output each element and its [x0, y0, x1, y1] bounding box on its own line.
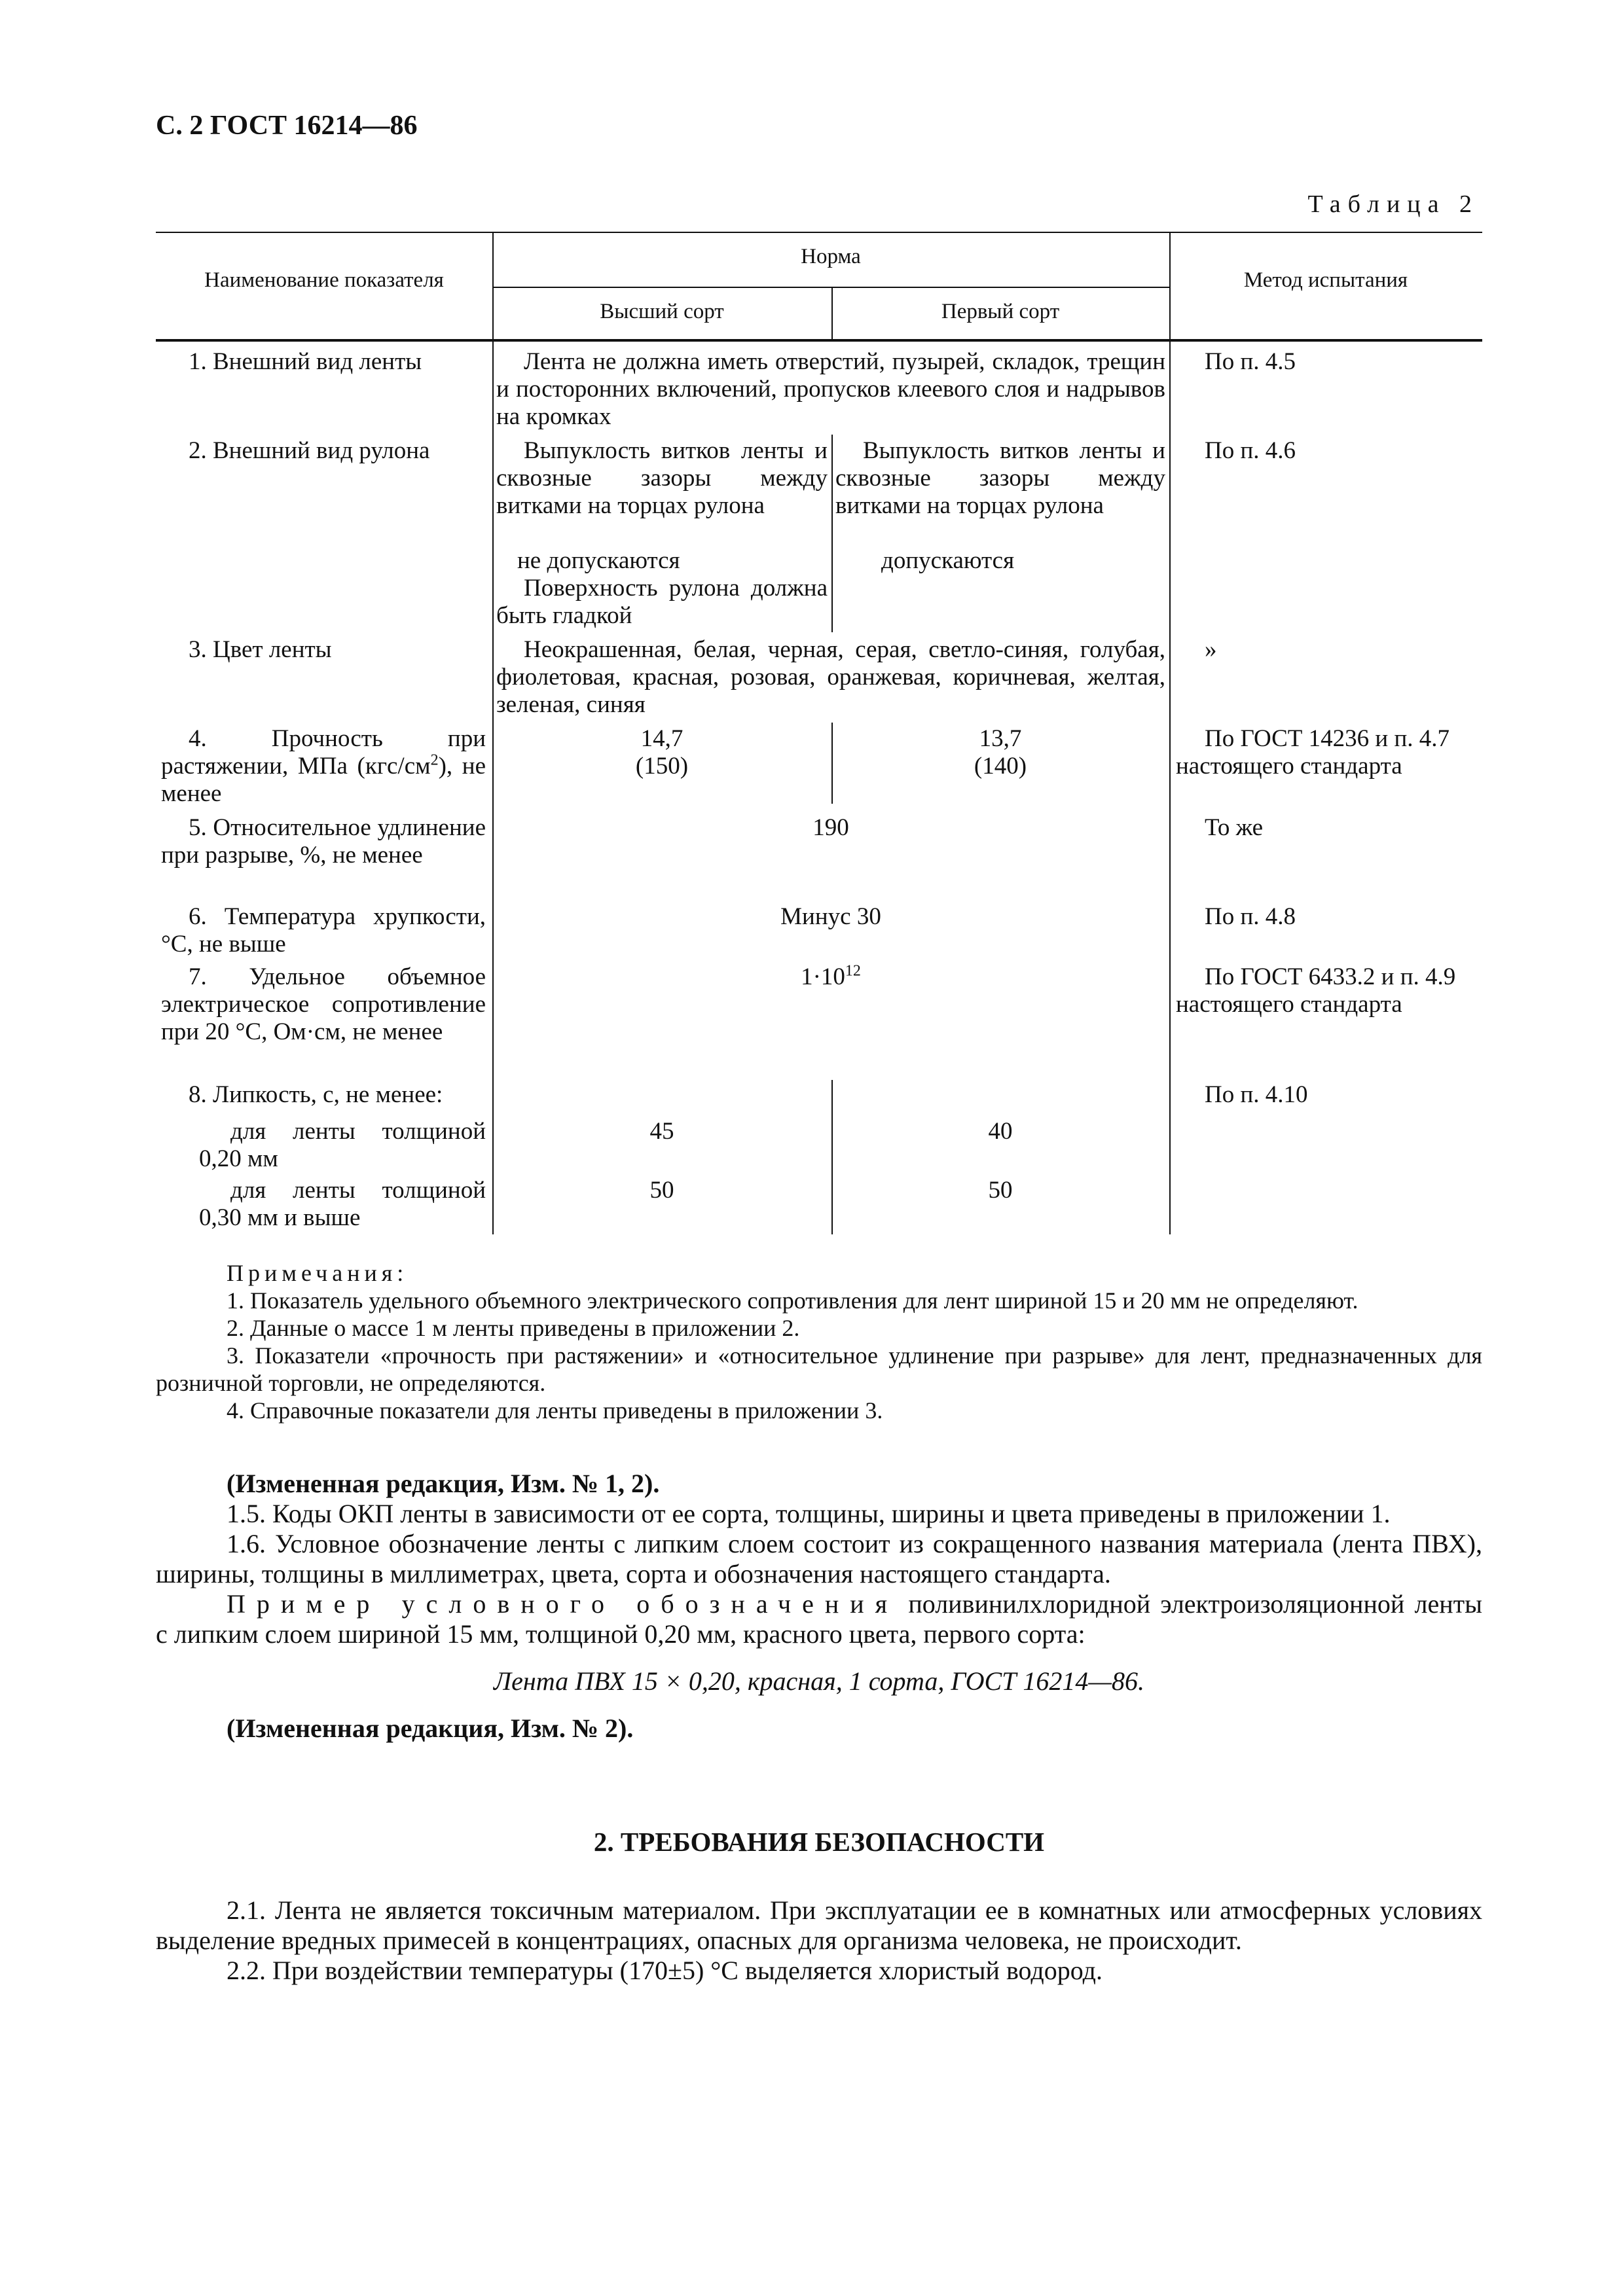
table-header-rule	[156, 339, 1482, 342]
row8-name: 8. Липкость, с, не менее:	[189, 1081, 443, 1108]
clause-2-1: 2.1. Лента не является токсичным материалом. При эксплуатации ее в комнатных или атмосферных условиях выделение вредных примесей в концентрациях, опасных для организма человека, не происходит.	[156, 1895, 1482, 1955]
example-designation: Лента ПВХ 15 × 0,20, красная, 1 сорта, ГОСТ 16214—86.	[494, 1666, 1144, 1696]
page-header: С. 2 ГОСТ 16214—86	[156, 111, 418, 141]
row4-method: По ГОСТ 14236 и п. 4.7 настоящего стандарта	[1176, 725, 1450, 780]
row2-high-verdict: не допускаются	[517, 547, 680, 574]
row3-method: »	[1205, 636, 1217, 663]
row4-high-kgf: (150)	[635, 753, 689, 780]
row3-name: 3. Цвет ленты	[189, 636, 332, 663]
clause-1-5: 1.5. Коды ОКП ленты в зависимости от ее сорта, толщины, ширины и цвета приведены в приложении 1.	[227, 1499, 1391, 1528]
row8-sub1-high: 45	[649, 1118, 674, 1145]
row7-name: 7. Удельное объемное электрическое сопротивление при 20 °С, Ом·см, не менее	[161, 963, 486, 1045]
row4-name-a: 4. Прочность при растяжении, МПа (кгс/см	[161, 725, 486, 780]
revision-note-1: (Измененная редакция, Изм. № 1, 2).	[227, 1469, 660, 1498]
note-4: 4. Справочные показатели для ленты приведены в приложении 3.	[227, 1397, 883, 1424]
row3-norm: Неокрашенная, белая, черная, серая, светло-синяя, голубая, фиолетовая, красная, розовая, оранжевая, коричневая, желтая, зеленая, синяя	[496, 636, 1165, 718]
row7-norm	[492, 963, 1169, 991]
row8-sub2-high: 50	[649, 1177, 674, 1204]
row4-high: 14,7	[640, 725, 684, 752]
clause-1-6: 1.6. Условное обозначение ленты с липким слоем состоит из сокращенного названия материала (лента ПВХ), ширины, толщины в миллиметрах, цвета, сорта и обозначения настоящего стандарта.	[156, 1529, 1482, 1588]
body-text	[156, 1469, 1482, 1744]
row4-name-sup: 2	[430, 751, 439, 769]
note-3: 3. Показатели «прочность при растяжении» и «относительное удлинение при разрыве» для лент, предназначенных для розничной торговли, не определяются.	[156, 1342, 1482, 1396]
example-label: Пример условного обозначения	[227, 1589, 899, 1619]
row2-high-extra: Поверхность рулона должна быть гладкой	[496, 575, 828, 629]
example-paragraph	[156, 1589, 1482, 1649]
header-test-method: Метод испытания	[1243, 268, 1408, 292]
table-col-divider-3	[1169, 232, 1171, 1234]
table-notes	[156, 1259, 1482, 1424]
row8-method: По п. 4.10	[1205, 1081, 1308, 1108]
note-1: 1. Показатель удельного объемного электрического сопротивления для лент шириной 15 и 20 мм не определяют.	[227, 1287, 1359, 1314]
row7-method: По ГОСТ 6433.2 и п. 4.9 настоящего стандарта	[1176, 963, 1456, 1018]
table-norm-subrule	[492, 287, 1169, 288]
row4-name-b: ), не менее	[161, 753, 486, 807]
revision-note-2: (Измененная редакция, Изм. № 2).	[227, 1713, 634, 1743]
row2-first-text: Выпуклость витков ленты и сквозные зазоры между витками на торцах рулона	[835, 437, 1165, 519]
notes-heading: Примечания:	[227, 1260, 409, 1286]
table-col-divider-2-row8	[831, 1080, 833, 1234]
row4-first: 13,7	[979, 725, 1022, 752]
row8-sub1-name: для ленты толщиной 0,20 мм	[199, 1118, 486, 1172]
row4-name	[161, 725, 486, 808]
row1-name: 1. Внешний вид ленты	[189, 348, 422, 375]
section-2-body	[156, 1895, 1482, 1986]
row6-name: 6. Температура хрупкости, °С, не выше	[161, 903, 486, 958]
header-grade-high: Высший сорт	[600, 300, 724, 323]
section-title: 2. ТРЕБОВАНИЯ БЕЗОПАСНОСТИ	[593, 1827, 1045, 1857]
row5-norm: 190	[812, 814, 849, 841]
row5-method: То же	[1205, 814, 1264, 841]
header-grade-first: Первый сорт	[941, 300, 1060, 323]
row8-sub2-first: 50	[988, 1177, 1013, 1204]
row2-method: По п. 4.6	[1205, 437, 1296, 464]
header-indicator-name: Наименование показателя	[204, 268, 444, 292]
header-norm: Норма	[801, 245, 861, 268]
row1-norm: Лента не должна иметь отверстий, пузырей, складок, трещин и посторонних включений, пропусков клеевого слоя и надрывов на кромках	[496, 348, 1165, 430]
row8-sub2-name: для ленты толщиной 0,30 мм и выше	[199, 1177, 486, 1231]
table-col-divider-2-row2	[831, 435, 833, 632]
example-text: поливинилхлоридной электроизоляционной ленты с липким слоем шириной 15 мм, толщиной 0,20 мм, красного цвета, первого сорта:	[156, 1589, 1482, 1649]
row2-high-text: Выпуклость витков ленты и сквозные зазоры между витками на торцах рулона	[496, 437, 828, 519]
row7-norm-base: 1·10	[801, 963, 845, 990]
row1-method: По п. 4.5	[1205, 348, 1296, 375]
row8-sub1-first: 40	[988, 1118, 1013, 1145]
row7-norm-sup: 12	[845, 962, 861, 980]
row4-first-kgf: (140)	[974, 753, 1027, 780]
row6-method: По п. 4.8	[1205, 903, 1296, 930]
row2-name: 2. Внешний вид рулона	[189, 437, 430, 464]
clause-2-2: 2.2. При воздействии температуры (170±5) °С выделяется хлористый водород.	[227, 1956, 1103, 1985]
table-top-rule	[156, 232, 1482, 233]
table-caption: Таблица 2	[1307, 190, 1479, 218]
row5-name: 5. Относительное удлинение при разрыве, %, не менее	[161, 814, 486, 869]
row6-norm: Минус 30	[780, 903, 881, 930]
note-2: 2. Данные о массе 1 м ленты приведены в приложении 2.	[227, 1315, 800, 1341]
row2-first-verdict: допускаются	[881, 547, 1015, 574]
